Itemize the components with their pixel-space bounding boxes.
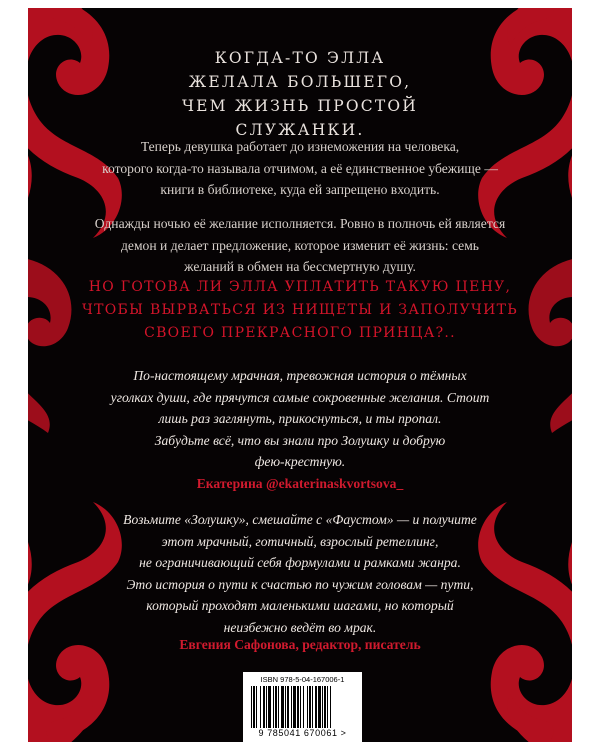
book-back-cover: [28, 8, 572, 742]
review-author-1: Екатерина @ekaterinaskvortsova_: [196, 476, 404, 491]
headline-line: СЛУЖАНКИ.: [235, 121, 365, 139]
barcode-bar: [324, 686, 326, 728]
quote-line: Забудьте всё, что вы знали про Золушку и добрую: [154, 432, 446, 448]
barcode-bar: [300, 686, 301, 728]
review-quote-1: [28, 365, 572, 473]
paragraph-line: Теперь девушка работает до изнеможения на человека,: [140, 139, 460, 154]
description-paragraph-1: [28, 136, 572, 201]
headline-line: ЖЕЛАЛА БОЛЬШЕГО,: [188, 73, 412, 91]
red-question-line: СВОЕГО ПРЕКРАСНОГО ПРИНЦА?..: [144, 325, 456, 341]
paragraph-line: демон и делает предложение, которое изменит её жизнь: семь: [121, 237, 479, 253]
barcode-bar: [263, 686, 265, 728]
barcode-bar: [322, 686, 323, 728]
headline-line: КОГДА-ТО ЭЛЛА: [214, 49, 386, 67]
isbn-barcode: [243, 672, 362, 742]
barcode-bar: [307, 686, 308, 728]
barcode-bar: [268, 686, 271, 728]
barcode-bar: [318, 686, 321, 728]
red-question: [28, 276, 572, 345]
quote-line: лишь раз заглянуть, прикоснуться, и ты пропал.: [158, 411, 442, 426]
isbn-number: ISBN 978-5-04-167006-1: [260, 675, 345, 684]
barcode-bar: [315, 686, 317, 728]
quote-line: Это история о пути к счастью по чужим головам — пути,: [126, 576, 474, 592]
description-paragraph-2: [28, 213, 572, 278]
barcode-digits: 9 785041 670061 >: [258, 728, 347, 738]
barcode-bar: [297, 686, 299, 728]
barcode-bar: [251, 686, 252, 728]
barcode-bar: [260, 686, 261, 728]
barcode-bars: [251, 686, 355, 728]
red-question-line: ЧТОБЫ ВЫРВАТЬСЯ ИЗ НИЩЕТЫ И ЗАПОЛУЧИТЬ: [82, 302, 518, 318]
paragraph-line: желаний в обмен на бессмертную душу.: [184, 259, 416, 274]
barcode-bar: [273, 686, 274, 728]
quote-line: Возьмите «Золушку», смешайте с «Фаустом» — и получите: [123, 512, 477, 527]
quote-line: этот мрачный, готичный, взрослый ретеллинг,: [161, 533, 439, 549]
quote-line: фею-крестную.: [254, 454, 346, 469]
review-author-2: Евгения Сафонова, редактор, писатель: [179, 637, 421, 652]
barcode-bar: [281, 686, 284, 728]
paragraph-line: Однажды ночью её желание исполняется. Ровно в полночь ей является: [94, 216, 506, 231]
paragraph-line: которого когда-то называла отчимом, а её единственное убежище —: [102, 160, 498, 176]
quote-line: не ограничивающий себя формулами и рамками жанра.: [139, 555, 461, 570]
barcode-bar: [293, 686, 296, 728]
review-quote-2: [28, 509, 572, 638]
barcode-bar: [287, 686, 289, 728]
barcode-bar: [278, 686, 279, 728]
quote-line: уголках души, где прячутся самые сокровенные желания. Стоит: [110, 389, 490, 405]
barcode-bar: [253, 686, 255, 728]
paragraph-line: книги в библиотеке, куда ей запрещено входить.: [160, 182, 440, 197]
barcode-bar: [275, 686, 277, 728]
barcode-bar: [312, 686, 313, 728]
barcode-bar: [309, 686, 311, 728]
barcode-bar: [256, 686, 257, 728]
quote-line: неизбежно ведёт во мрак.: [223, 619, 377, 635]
barcode-bar: [291, 686, 292, 728]
barcode-bar: [303, 686, 304, 728]
barcode-bar: [285, 686, 286, 728]
barcode-bar: [327, 686, 328, 728]
barcode-bar: [330, 686, 331, 728]
headline-line: ЧЕМ ЖИЗНЬ ПРОСТОЙ: [181, 97, 419, 115]
headline: [28, 46, 572, 142]
red-question-line: НО ГОТОВА ЛИ ЭЛЛА УПЛАТИТЬ ТАКУЮ ЦЕНУ,: [88, 279, 512, 295]
quote-line: который проходят маленькими шагами, но который: [146, 598, 454, 613]
quote-line: По-настоящему мрачная, тревожная история о тёмных: [133, 368, 467, 383]
barcode-bar: [266, 686, 267, 728]
